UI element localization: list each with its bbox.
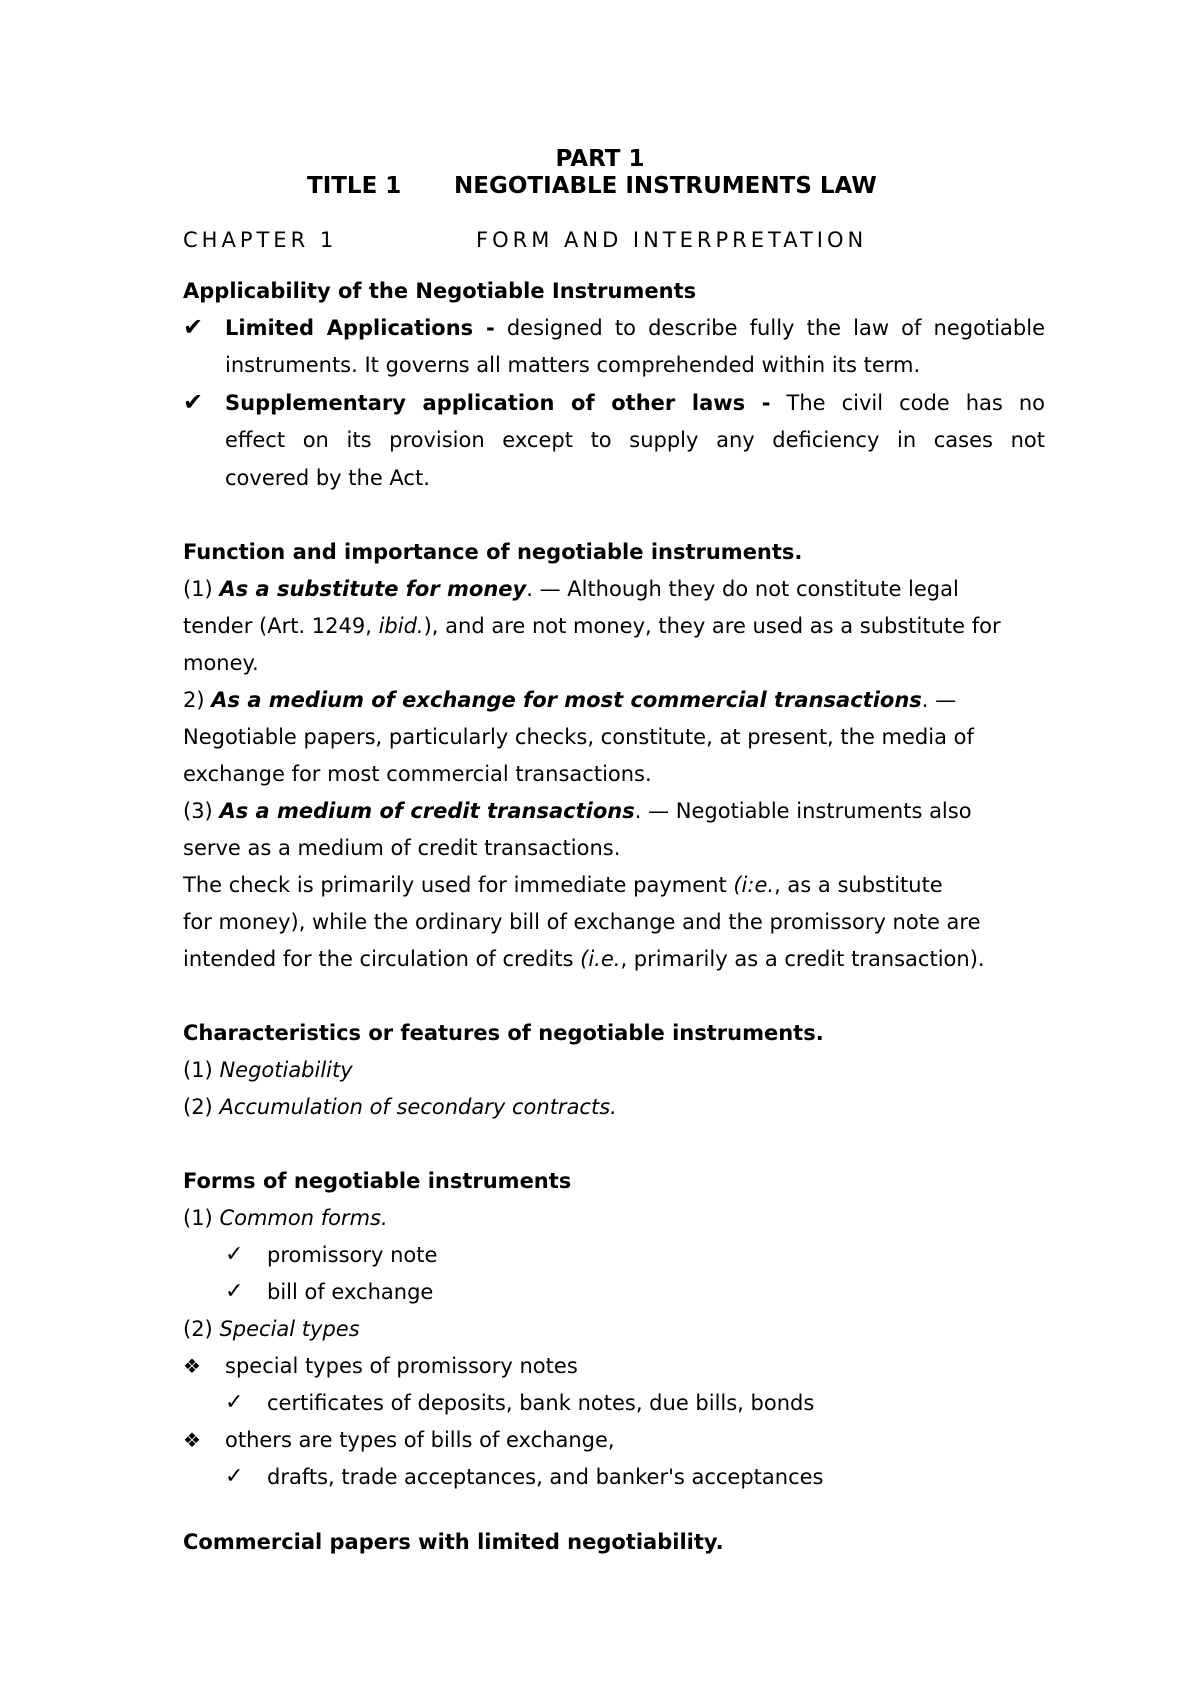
section-heading-characteristics: Characteristics or features of negotiable instruments. bbox=[183, 1021, 824, 1045]
function-p2-term: As a medium of exchange for most commercial transactions bbox=[211, 688, 922, 712]
function-p1-line2 bbox=[183, 614, 1001, 638]
title-name: NEGOTIABLE INSTRUMENTS LAW bbox=[454, 173, 877, 199]
function-p2-line3: exchange for most commercial transactions. bbox=[183, 762, 652, 786]
supplementary-line1 bbox=[225, 391, 1045, 415]
function-p3-line1 bbox=[183, 799, 972, 823]
function-p1-text: . — Although they do not constitute legal bbox=[526, 577, 959, 601]
diamond-bullet-icon: ❖ bbox=[183, 1428, 201, 1452]
heavy-check-icon: ✔ bbox=[183, 388, 204, 416]
check-icon: ✓ bbox=[225, 1242, 244, 1267]
limited-applications-line2: instruments. It governs all matters comprehended within its term. bbox=[225, 353, 921, 377]
text-run: , as a substitute bbox=[774, 873, 943, 897]
limited-applications-text: designed to describe fully the law of negotiable bbox=[506, 316, 1045, 340]
item-number: (2) bbox=[183, 1317, 213, 1341]
function-p3-text: . — Negotiable instruments also bbox=[634, 799, 972, 823]
supplementary-line2: effect on its provision except to supply any deficiency in cases not bbox=[225, 428, 1045, 452]
special-promissory: special types of promissory notes bbox=[225, 1354, 578, 1378]
function-p1-line3: money. bbox=[183, 651, 259, 675]
section-heading-forms: Forms of negotiable instruments bbox=[183, 1169, 572, 1193]
special-bills: others are types of bills of exchange, bbox=[225, 1428, 615, 1452]
common-form-item: promissory note bbox=[267, 1243, 438, 1267]
function-p4-line3 bbox=[183, 947, 985, 971]
text-run: intended for the circulation of credits bbox=[183, 947, 581, 971]
diamond-bullet-icon: ❖ bbox=[183, 1354, 201, 1378]
item-text: Special types bbox=[219, 1317, 360, 1341]
function-p2-line2: Negotiable papers, particularly checks, constitute, at present, the media of bbox=[183, 725, 974, 749]
text-run: tender (Art. 1249, bbox=[183, 614, 379, 638]
function-p4-line2: for money), while the ordinary bill of exchange and the promissory note are bbox=[183, 910, 981, 934]
section-heading-commercial-papers: Commercial papers with limited negotiability. bbox=[183, 1530, 724, 1554]
item-number: (1) bbox=[183, 1058, 213, 1082]
item-number: 2) bbox=[183, 688, 205, 712]
function-p4-line1 bbox=[183, 873, 943, 897]
function-p3-term: As a medium of credit transactions bbox=[219, 799, 635, 823]
forms-special bbox=[183, 1317, 360, 1341]
limited-applications-term: Limited Applications - bbox=[225, 316, 495, 340]
item-number: (2) bbox=[183, 1095, 213, 1119]
chapter-number: CHAPTER 1 bbox=[183, 228, 338, 252]
function-p2-line1 bbox=[183, 688, 956, 712]
item-text: Common forms. bbox=[219, 1206, 388, 1230]
section-heading-function: Function and importance of negotiable instruments. bbox=[183, 540, 803, 564]
check-icon: ✓ bbox=[225, 1390, 244, 1415]
forms-common bbox=[183, 1206, 388, 1230]
limited-applications-line1 bbox=[225, 316, 1045, 340]
part-heading: PART 1 bbox=[555, 146, 645, 172]
function-p3-line2: serve as a medium of credit transactions. bbox=[183, 836, 621, 860]
chapter-name: FORM AND INTERPRETATION bbox=[476, 228, 868, 252]
special-bills-item: drafts, trade acceptances, and banker's acceptances bbox=[267, 1465, 824, 1489]
title-number: TITLE 1 bbox=[307, 173, 402, 199]
function-p2-text: . — bbox=[921, 688, 957, 712]
item-number: (1) bbox=[183, 1206, 213, 1230]
item-number: (1) bbox=[183, 577, 213, 601]
supplementary-term: Supplementary application of other laws - bbox=[225, 391, 771, 415]
heavy-check-icon: ✔ bbox=[183, 313, 204, 341]
text-run: ), and are not money, they are used as a substitute for bbox=[423, 614, 1001, 638]
text-run-italic: (i.e. bbox=[580, 947, 621, 971]
check-icon: ✓ bbox=[225, 1279, 244, 1304]
function-p1-term: As a substitute for money bbox=[219, 577, 527, 601]
supplementary-line3: covered by the Act. bbox=[225, 466, 430, 490]
text-run-italic: (i:e. bbox=[733, 873, 775, 897]
item-text: Accumulation of secondary contracts. bbox=[219, 1095, 617, 1119]
supplementary-text: The civil code has no bbox=[786, 391, 1046, 415]
item-text: Negotiability bbox=[219, 1058, 353, 1082]
special-promissory-item: certificates of deposits, bank notes, due bills, bonds bbox=[267, 1391, 815, 1415]
text-run: The check is primarily used for immediate payment bbox=[183, 873, 734, 897]
check-icon: ✓ bbox=[225, 1464, 244, 1489]
characteristic-item bbox=[183, 1058, 353, 1082]
text-run: , primarily as a credit transaction). bbox=[620, 947, 985, 971]
text-run-italic: ibid. bbox=[378, 614, 424, 638]
function-p1-line1 bbox=[183, 577, 959, 601]
characteristic-item bbox=[183, 1095, 617, 1119]
item-number: (3) bbox=[183, 799, 213, 823]
section-heading-applicability: Applicability of the Negotiable Instruments bbox=[183, 279, 697, 303]
common-form-item: bill of exchange bbox=[267, 1280, 434, 1304]
